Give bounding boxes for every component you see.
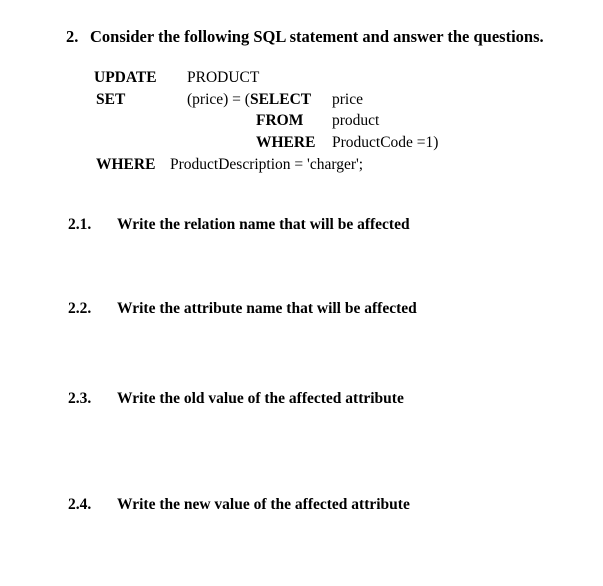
sql-set-keyword: SET <box>96 91 126 108</box>
subquestion-number: 2.3. <box>68 390 92 407</box>
subquestion-number: 2.4. <box>68 496 92 513</box>
subquestion-text: Write the new value of the affected attribute <box>117 496 410 513</box>
subquestion-text: Write the attribute name that will be affected <box>117 300 417 317</box>
sql-outer-where-keyword: WHERE <box>96 156 156 173</box>
sql-table-name: PRODUCT <box>187 69 260 86</box>
subquestion-text: Write the old value of the affected attribute <box>117 390 404 407</box>
question-title: Consider the following SQL statement and answer the questions. <box>90 27 544 46</box>
sql-inner-where-keyword: WHERE <box>256 134 316 151</box>
sql-from-keyword: FROM <box>256 112 304 129</box>
subquestion-number: 2.1. <box>68 216 92 233</box>
sql-from-table: product <box>332 112 380 129</box>
question-number: 2. <box>66 27 79 46</box>
sql-select-keyword: SELECT <box>249 91 312 108</box>
sql-update-keyword: UPDATE <box>94 69 157 86</box>
sql-set-lhs <box>187 92 311 108</box>
sql-inner-condition: ProductCode =1) <box>332 134 439 151</box>
sql-outer-condition: ProductDescription = 'charger'; <box>170 156 364 173</box>
sql-select-column: price <box>332 91 363 108</box>
subquestion-text: Write the relation name that will be affected <box>117 216 410 233</box>
sql-set-lhs-text: (price) = ( <box>187 91 250 108</box>
subquestion-number: 2.2. <box>68 300 92 317</box>
